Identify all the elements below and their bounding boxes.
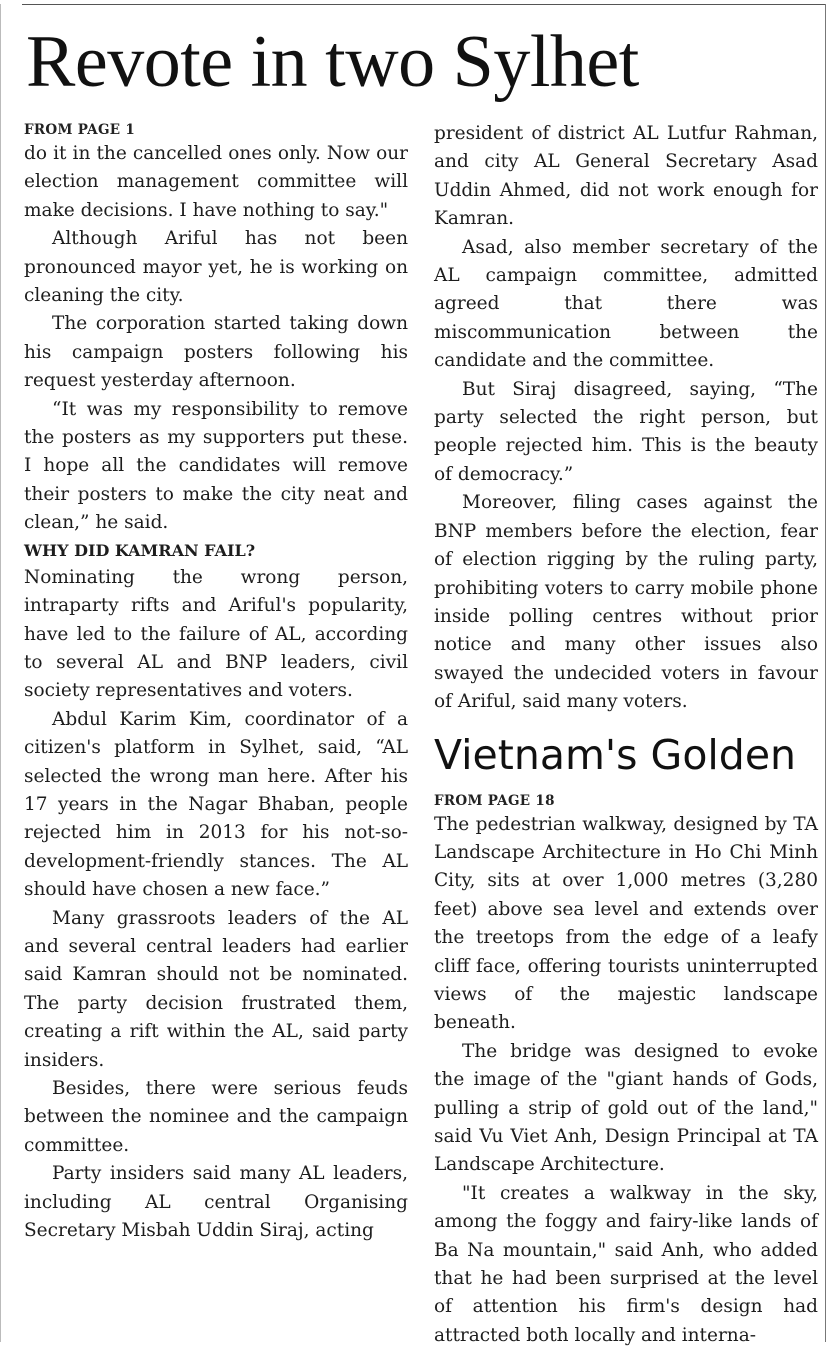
- second-article-headline: Vietnam's Golden: [434, 730, 797, 779]
- paragraph: The corporation started taking down his campaign posters following his request yesterday afternoon.: [24, 313, 408, 392]
- paragraph: do it in the cancelled ones only. Now our election management committee will make decisions. I have nothing to say.": [24, 143, 408, 221]
- article-headline: Revote in two Sylhet: [26, 21, 639, 103]
- paragraph: The bridge was designed to evoke the image of the "giant hands of Gods, pulling a strip of gold out of the land," said Vu Viet Anh, Design Principal at TA Landscape Architecture.: [434, 1040, 818, 1176]
- paragraph: Many grassroots leaders of the AL and several central leaders had earlier said Kamran should not be nominated. The party decision frustrated them, creating a rift within the AL, said party insiders.: [24, 907, 408, 1071]
- left-column: [24, 120, 408, 1245]
- paragraph: president of district AL Lutfur Rahman, and city AL General Secretary Asad Uddin Ahmed, did not work enough for Kamran.: [434, 123, 818, 230]
- paragraph: But Siraj disagreed, saying, “The party selected the right person, but people rejected him. This is the beauty of democracy.”: [434, 378, 818, 485]
- top-rule: [22, 4, 826, 5]
- right-column: [434, 120, 818, 1350]
- column-rule-right: [825, 4, 826, 1342]
- paragraph: Abdul Karim Kim, coordinator of a citizen's platform in Sylhet, said, “AL selected the wrong man here. After his 17 years in the Nagar Bhaban, people rejected him in 2013 for his not-so-development-friendly stances. The AL should have chosen a new face.”: [24, 708, 408, 901]
- paragraph: "It creates a walkway in the sky, among the foggy and fairy-like lands of Ba Na mountain," said Anh, who added that he had been surprised at the level of attention his firm's design had attracted both locally and interna-: [434, 1182, 818, 1346]
- paragraph: Party insiders said many AL leaders, including AL central Organising Secretary Misbah Uddin Siraj, acting: [24, 1163, 408, 1242]
- section-subhead: WHY DID KAMRAN FAIL?: [24, 540, 256, 560]
- paragraph: “It was my responsibility to remove the posters as my supporters put these. I hope all the candidates will remove their posters to make the city neat and clean,” he said.: [24, 398, 408, 534]
- continuation-kicker: FROM PAGE 18: [434, 792, 555, 809]
- paragraph: Nominating the wrong person, intraparty rifts and Ariful's popularity, have led to the failure of AL, according to several AL and BNP leaders, civil society representatives and voters.: [24, 566, 408, 702]
- continuation-kicker: FROM PAGE 1: [24, 122, 136, 138]
- page-left-border: [0, 4, 1, 1342]
- paragraph: The pedestrian walkway, designed by TA Landscape Architecture in Ho Chi Minh City, sits at over 1,000 metres (3,280 feet) above sea level and extends over the treetops from the edge of a leafy cliff face, offering tourists uninterrupted views of the majestic landscape beneath.: [434, 813, 818, 1034]
- paragraph: Asad, also member secretary of the AL campaign committee, admitted agreed that there was miscommunication between the candidate and the committee.: [434, 236, 818, 372]
- paragraph: Moreover, filing cases against the BNP members before the election, fear of election rigging by the ruling party, prohibiting voters to carry mobile phone inside polling centres without prior notice and many other issues also swayed the undecided voters in favour of Ariful, said many voters.: [434, 492, 818, 713]
- paragraph: Although Ariful has not been pronounced mayor yet, he is working on cleaning the city.: [24, 228, 408, 307]
- paragraph: Besides, there were serious feuds between the nominee and the campaign committee.: [24, 1078, 408, 1156]
